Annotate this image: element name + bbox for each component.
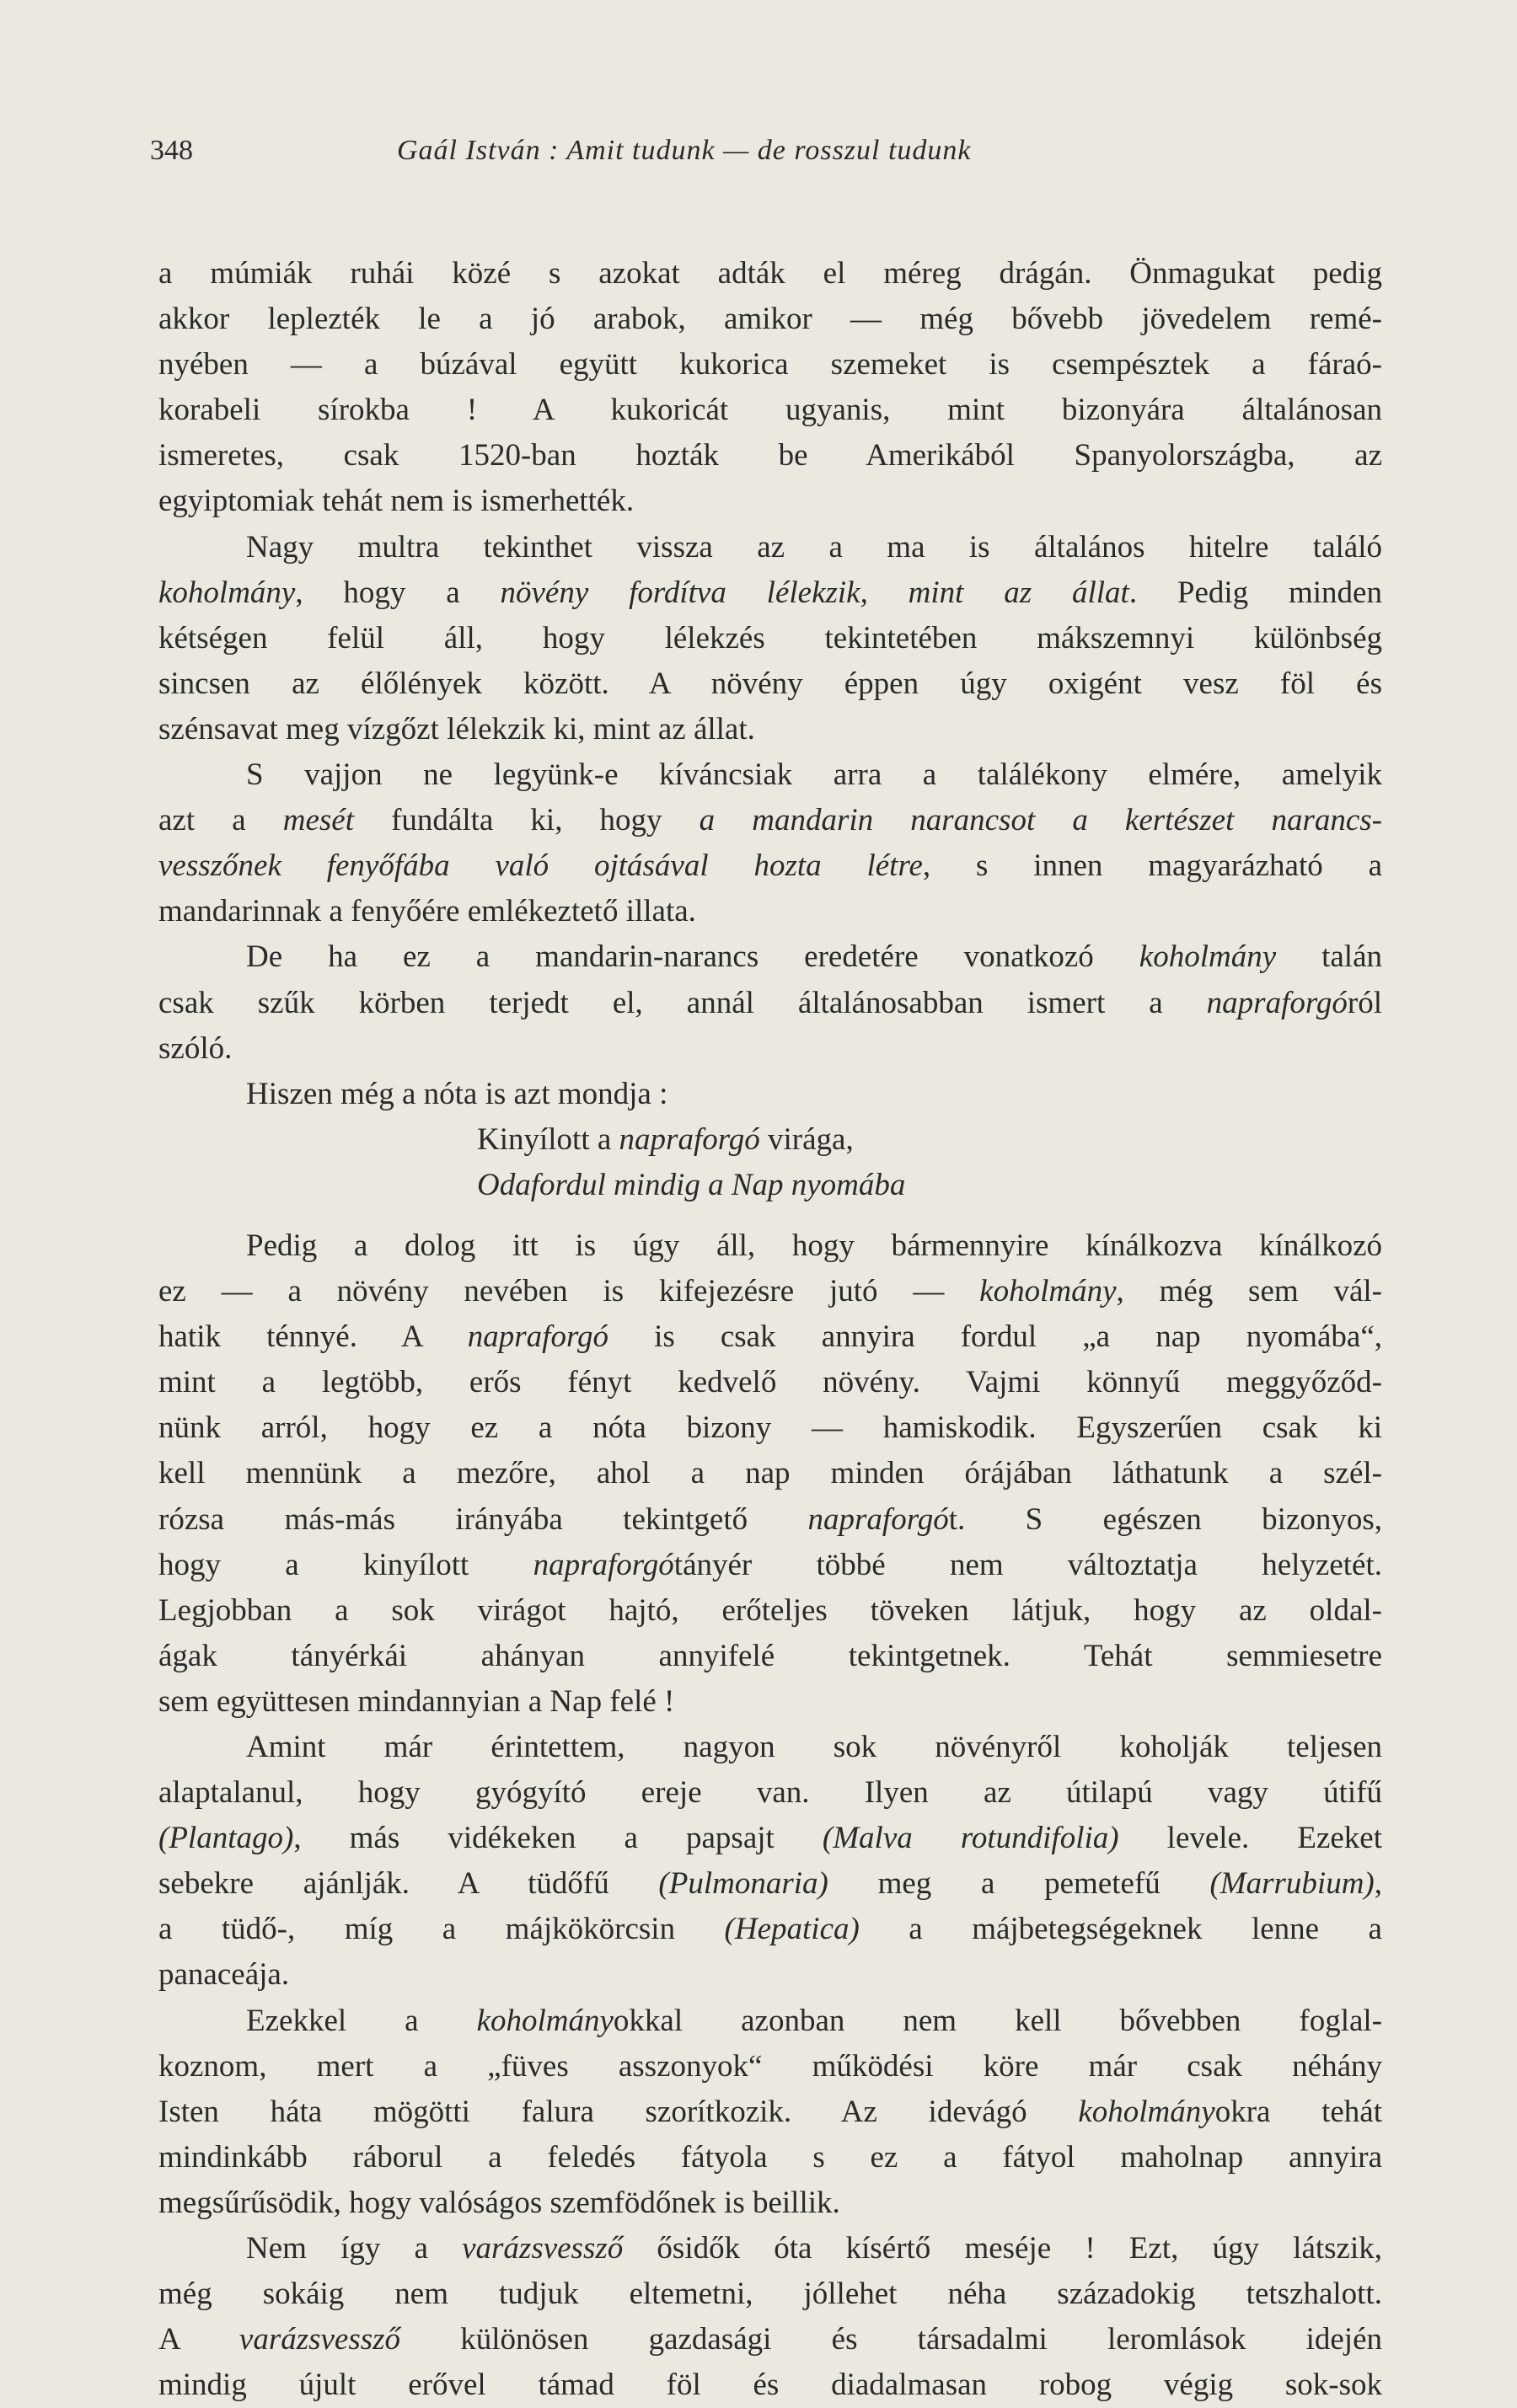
text-line: korabeli sírokba ! A kukoricát ugyanis, mint bizonyára általánosan — [158, 393, 1382, 428]
italic-phrase: koholmány — [979, 1274, 1117, 1309]
text-line: mindinkább ráborul a feledés fátyola s ez a fátyol maholnap annyira — [158, 2139, 1382, 2175]
text-line: ismeretes, csak 1520-ban hozták be Amerikából Spanyolországba, az — [158, 438, 1382, 474]
text-line: nünk arról, hogy ez a nóta bizony — hamiskodik. Egyszerűen csak ki — [158, 1410, 1382, 1446]
spacer — [158, 1208, 1382, 1223]
text-line: egyiptomiak tehát nem is ismerhették. — [158, 484, 635, 519]
italic-phrase: (Malva rotundifolia) — [822, 1821, 1119, 1856]
text-line: kell mennünk a mezőre, ahol a nap minden órájában láthatunk a szél- — [158, 1456, 1382, 1491]
text-line: szénsavat meg vízgőzt lélekzik ki, mint az állat. — [158, 711, 755, 746]
text-line: Nem így a varázsvessző ősidők óta kísértő meséje ! Ezt, úgy látszik, — [246, 2231, 1382, 2266]
text-line: ez — a növény nevében is kifejezésre jutó — koholmány, még sem vál- — [158, 1274, 1382, 1309]
text-line: a múmiák ruhái közé s azokat adták el méreg drágán. Önmagukat pedig — [158, 256, 1382, 291]
italic-phrase: koholmány — [476, 2003, 614, 2038]
italic-phrase: varázsvessző — [462, 2231, 624, 2266]
italic-phrase: koholmány — [1139, 939, 1277, 975]
page-number: 348 — [150, 135, 193, 166]
text-line: rózsa más-más irányába tekintgető napraforgót. S egészen bizonyos, — [158, 1501, 1382, 1537]
italic-phrase: (Marrubium) — [1209, 1866, 1375, 1902]
italic-phrase: napraforgó — [807, 1501, 949, 1537]
page-header — [150, 135, 1144, 172]
italic-phrase: koholmány — [158, 575, 296, 610]
italic-phrase: napraforgó — [533, 1547, 674, 1582]
verse-line — [158, 1163, 1382, 1208]
running-title: Gaál István : Amit tudunk — de rosszul tudunk — [397, 135, 972, 166]
text-line: koholmány, hogy a növény fordítva lélekzik, mint az állat. Pedig minden — [158, 575, 1382, 610]
text-line: A varázsvessző különösen gazdasági és társadalmi leromlások idején — [158, 2322, 1382, 2357]
text-line: akkor leplezték le a jó arabok, amikor — még bővebb jövedelem remé- — [158, 302, 1382, 337]
text-line: sebekre ajánlják. A tüdőfű (Pulmonaria) meg a pemetefű (Marrubium), — [158, 1866, 1382, 1902]
text-line: szóló. — [158, 1030, 233, 1066]
text-line: Pedig a dolog itt is úgy áll, hogy bármennyire kínálkozva kínálkozó — [246, 1228, 1382, 1263]
text-line: hogy a kinyílott napraforgótányér többé nem változtatja helyzetét. — [158, 1547, 1382, 1582]
text-line: sem együttesen mindannyian a Nap felé ! — [158, 1683, 675, 1719]
italic-phrase: a mandarin narancsot a kertészet narancs- — [699, 803, 1382, 838]
verse-line: Kinyílott a napraforgó virága, — [477, 1121, 854, 1157]
italic-phrase: koholmány — [1078, 2094, 1215, 2129]
text-line: mindig újult erővel támad föl és diadalmasan robog végig sok-sok — [158, 2368, 1382, 2403]
text-line: koznom, mert a „füves asszonyok“ működési köre már csak néhány — [158, 2048, 1382, 2084]
body-text — [158, 251, 1382, 2408]
text-line: a tüdő-, míg a májkökörcsin (Hepatica) a májbetegségeknek lenne a — [158, 1912, 1382, 1947]
text-line: sincsen az élőlények között. A növény éppen úgy oxigént vesz föl és — [158, 666, 1382, 701]
text-line: De ha ez a mandarin-narancs eredetére vonatkozó koholmány talán — [246, 939, 1382, 975]
text-line: Hiszen még a nóta is azt mondja : — [246, 1076, 668, 1111]
italic-phrase: varázsvessző — [239, 2322, 401, 2357]
text-line: Amint már érintettem, nagyon sok növényről koholják teljesen — [246, 1730, 1382, 1764]
italic-phrase: (Plantago) — [158, 1821, 294, 1856]
italic-phrase: mesét — [282, 803, 354, 838]
italic-phrase: (Pulmonaria) — [658, 1866, 828, 1902]
text-line: hatik ténnyé. A napraforgó is csak annyira fordul „a nap nyomába“, — [158, 1319, 1382, 1355]
text-line: kétségen felül áll, hogy lélekzés tekintetében mákszemnyi különbség — [158, 620, 1382, 656]
italic-phrase: napraforgó — [619, 1121, 760, 1157]
text-line: Legjobban a sok virágot hajtó, erőteljes töveken látjuk, hogy az oldal- — [158, 1592, 1382, 1628]
italic-phrase: vesszőnek fenyőfába való ojtásával hozta létre — [158, 848, 923, 884]
italic-phrase: (Hepatica) — [724, 1912, 860, 1947]
text-line: megsűrűsödik, hogy valóságos szemfödőnek is beillik. — [158, 2185, 840, 2220]
text-line: még sokáig nem tudjuk eltemetni, jóllehet néha századokig tetszhalott. — [158, 2277, 1382, 2312]
text-line: Isten háta mögötti falura szorítkozik. Az idevágó koholmányokra tehát — [158, 2094, 1382, 2129]
italic-phrase: növény fordítva lélekzik, mint az állat — [500, 575, 1129, 610]
italic-phrase: Odafordul mindig a Nap nyomába — [477, 1167, 906, 1202]
text-line: S vajjon ne legyünk-e kíváncsiak arra a találékony elmére, amelyik — [246, 757, 1382, 793]
text-line: nyében — a búzával együtt kukorica szemeket is csempésztek a fáraó- — [158, 347, 1382, 383]
italic-phrase: napraforgó — [1206, 985, 1348, 1020]
text-line: vesszőnek fenyőfába való ojtásával hozta létre, s innen magyarázható a — [158, 848, 1382, 884]
text-line: panaceája. — [158, 1957, 290, 1993]
text-line: mandarinnak a fenyőére emlékeztető illata. — [158, 894, 696, 929]
text-line: csak szűk körben terjedt el, annál általánosabban ismert a napraforgóról — [158, 985, 1382, 1020]
text-line: alaptalanul, hogy gyógyító ereje van. Ilyen az útilapú vagy útifű — [158, 1775, 1382, 1811]
text-line: Nagy multra tekinthet vissza az a ma is általános hitelre találó — [246, 529, 1382, 565]
italic-phrase: napraforgó — [467, 1319, 608, 1355]
text-line: (Plantago), más vidékeken a papsajt (Malva rotundifolia) levele. Ezeket — [158, 1821, 1382, 1856]
text-line: azt a mesét fundálta ki, hogy a mandarin narancsot a kertészet narancs- — [158, 803, 1382, 838]
text-line: mint a legtöbb, erős fényt kedvelő növény. Vajmi könnyű meggyőződ- — [158, 1365, 1382, 1400]
text-line: ágak tányérkái ahányan annyifelé tekintgetnek. Tehát semmiesetre — [158, 1638, 1382, 1673]
text-line: Ezekkel a koholmányokkal azonban nem kell bővebben foglal- — [246, 2003, 1382, 2038]
